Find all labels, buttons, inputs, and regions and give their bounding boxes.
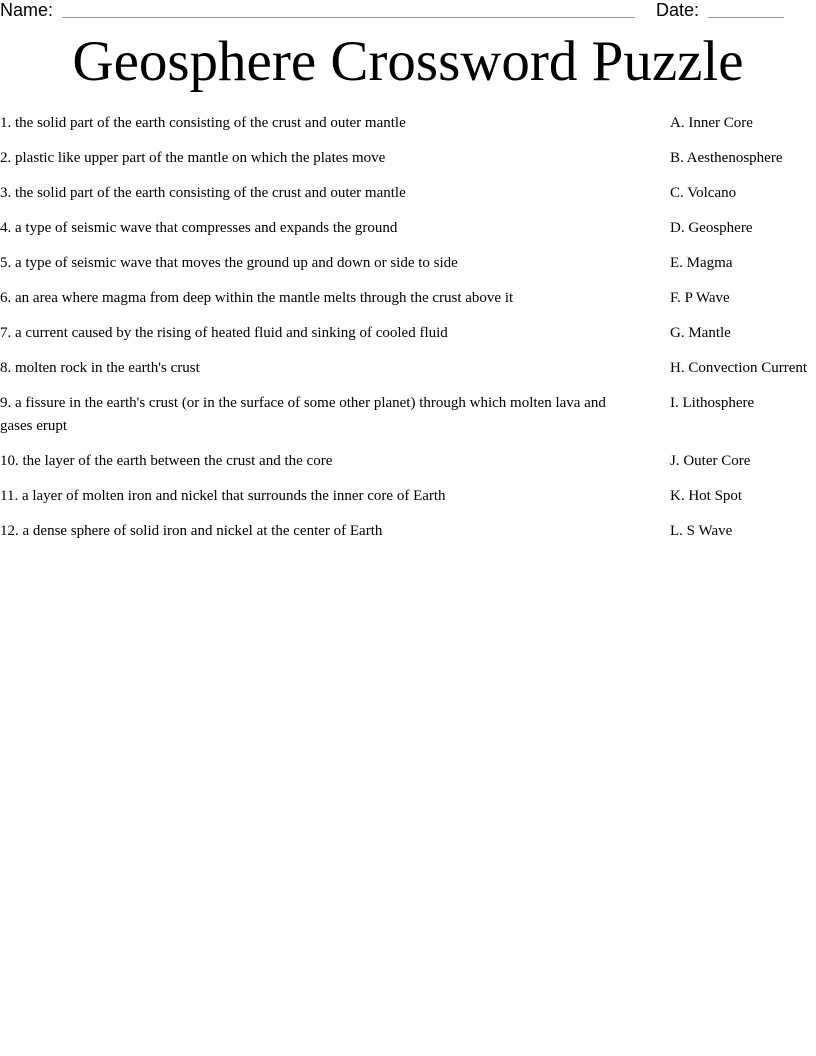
answer-option: A. Inner Core	[670, 115, 753, 131]
clue-row	[0, 182, 816, 205]
clue-text: 11. a layer of molten iron and nickel that surrounds the inner core of Earth	[0, 488, 446, 504]
answer-option: L. S Wave	[670, 523, 733, 539]
clue-row	[0, 287, 816, 310]
answer-option: D. Geosphere	[670, 220, 753, 236]
answer-option: H. Convection Current	[670, 360, 808, 376]
clue-row	[0, 485, 816, 508]
clue-row	[0, 450, 816, 473]
answer-option: C. Volcano	[670, 185, 737, 201]
clue-text: 8. molten rock in the earth's crust	[0, 360, 200, 376]
name-label: Name:	[0, 0, 54, 20]
name-blank-line	[62, 17, 635, 18]
answer-option: F. P Wave	[670, 290, 730, 306]
answer-option: J. Outer Core	[670, 453, 751, 469]
clue-row	[0, 147, 816, 170]
clue-row	[0, 252, 816, 275]
answer-option: G. Mantle	[670, 325, 731, 341]
worksheet-header	[0, 0, 816, 22]
clue-row	[0, 112, 816, 135]
clue-text: 1. the solid part of the earth consisting of the crust and outer mantle	[0, 115, 406, 131]
clue-text: 2. plastic like upper part of the mantle on which the plates move	[0, 150, 386, 166]
answer-option: I. Lithosphere	[670, 395, 755, 411]
clue-text: 5. a type of seismic wave that moves the ground up and down or side to side	[0, 255, 458, 271]
answer-option: E. Magma	[670, 255, 733, 271]
date-label: Date:	[656, 0, 700, 20]
clue-text: 7. a current caused by the rising of heated fluid and sinking of cooled fluid	[0, 325, 448, 341]
clue-text: 3. the solid part of the earth consisting of the crust and outer mantle	[0, 185, 406, 201]
answer-option: B. Aesthenosphere	[670, 150, 783, 166]
clue-text: 10. the layer of the earth between the crust and the core	[0, 453, 333, 469]
clue-text: 6. an area where magma from deep within the mantle melts through the crust above it	[0, 290, 514, 306]
page-title: Geosphere Crossword Puzzle	[72, 30, 744, 93]
answer-option: K. Hot Spot	[670, 488, 743, 504]
clue-row	[0, 217, 816, 240]
clue-row	[0, 322, 816, 345]
clue-list	[0, 112, 816, 555]
clue-text: 9. a fissure in the earth's crust (or in the surface of some other planet) through which molten lava and gases erupt	[0, 395, 606, 434]
clue-row	[0, 392, 816, 438]
clue-text: 4. a type of seismic wave that compresses and expands the ground	[0, 220, 398, 236]
clue-row	[0, 520, 816, 543]
date-blank-line	[708, 17, 784, 18]
clue-row	[0, 357, 816, 380]
clue-text: 12. a dense sphere of solid iron and nickel at the center of Earth	[0, 523, 383, 539]
